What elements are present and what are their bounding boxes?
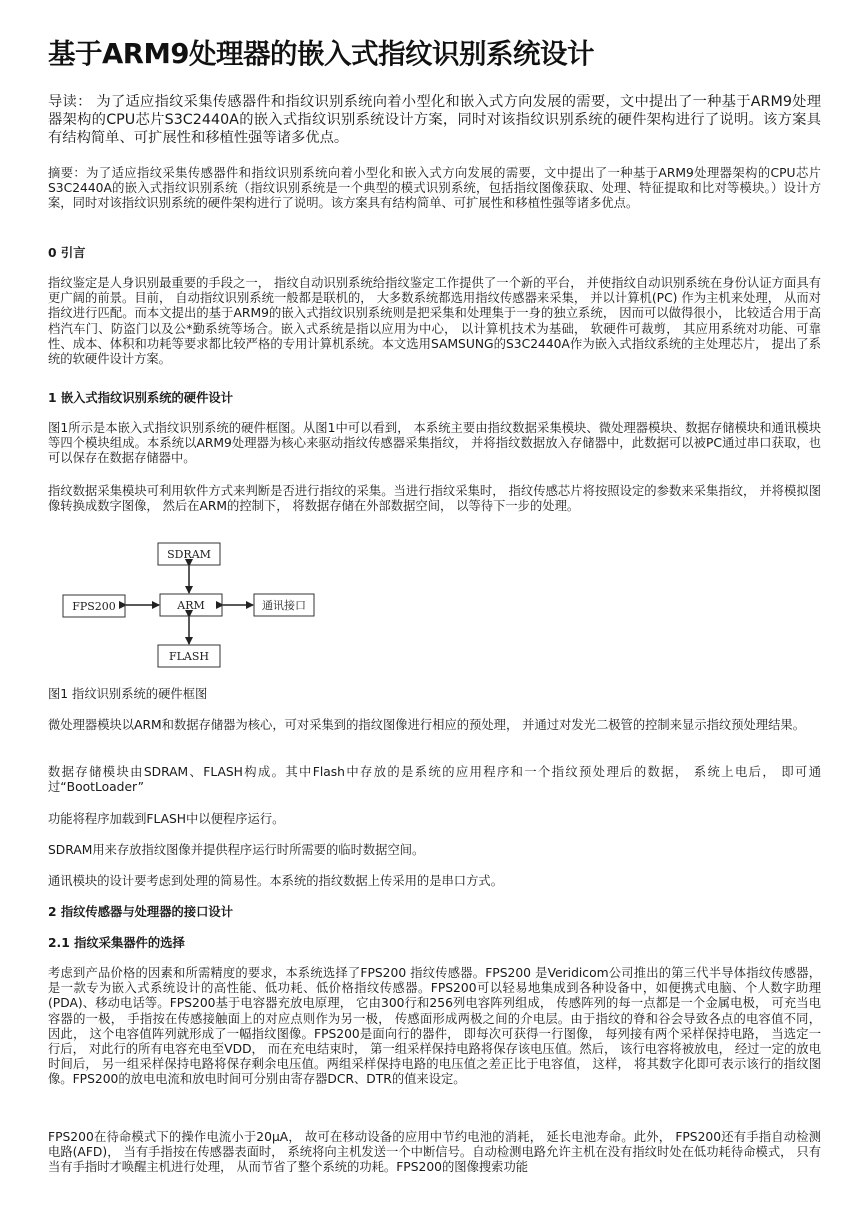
sdram-label: SDRAM	[167, 548, 211, 561]
article-title: 基于ARM9处理器的嵌入式指纹识别系统设计	[48, 38, 594, 70]
flash-label: FLASH	[168, 650, 210, 663]
sdram-paragraph: SDRAM用来存放指纹图像并提供程序运行时所需要的临时数据空间。	[48, 843, 425, 857]
mcu-paragraph: 微处理器模块以ARM和数据存储器为核心，可对采集到的指纹图像进行相应的预处理， 并通过对发光二极管的控制来显示指纹预处理结果。	[48, 718, 805, 732]
flash-paragraph: 功能将程序加载到FLASH中以便程序运行。	[48, 812, 285, 826]
hardware-block-diagram	[58, 536, 318, 672]
fps200-label: FPS200	[72, 600, 116, 613]
article-lead: 导读： 为了适应指纹采集传感器件和指纹识别系统向着小型化和嵌入式方向发展的需要，文中提出了一种基于ARM9处理器架构的CPU芯片S3C2440A的嵌入式指纹识别系统设计方案，同时对该指纹识别系统的硬件架构进行了说明。该方案具有结构简单、可扩展性和移植性强等诸多优点。	[48, 94, 821, 146]
section-heading-intro: 0 引言	[48, 246, 86, 260]
figure-caption: 图1 指纹识别系统的硬件框图	[48, 687, 208, 701]
abstract-paragraph: 摘要：为了适应指纹采集传感器件和指纹识别系统向着小型化和嵌入式方向发展的需要，文中提出了一种基于ARM9处理器架构的CPU芯片S3C2440A的嵌入式指纹识别系统（指纹识别系统是一个典型的模式识别系统，包括指纹图像获取、处理、特征提取和比对等模块。）设计方案，同时对该指纹识别系统的硬件架构进行了说明。该方案具有结构简单、可扩展性和移植性强等诸多优点。	[48, 166, 821, 211]
sensor-paragraph-1: 考虑到产品价格的因素和所需精度的要求，本系统选择了FPS200 指纹传感器。FPS200 是Veridicom公司推出的第三代半导体指纹传感器，是一款专为嵌入式系统设计的高性能、低功耗、低价格指纹传感器。FPS200可以轻易地集成到各种设备中，如便携式电脑、个人数字助理(PDA)、移动电话等。FPS200基于电容器充放电原理， 它由300行和256列电容阵列组成， 传感阵列的每一点都是一个金属电极， 可充当电容器的一极， 手指按在传感接触面上的对应点则作为另一极， 传感面形成两极之间的介电层。由于指纹的脊和谷会导致各点的电容值不同， 因此， 这个电容值阵列就形成了一幅指纹图像。FPS200是面向行的器件， 即每次可获得一行图像， 每列接有两个采样保持电路， 当选定一行后， 对此行的所有电容充电至VDD， 而在充电结束时， 第一组采样保持电路将保存该电压值。然后， 该行电容将被放电， 经过一定的放电时间后， 另一组采样保持电路将保存剩余电压值。两组采样保持电路的电压值之差正比于电容值， 这样， 将其数字化即可表示该行的指纹图像。FPS200的放电电流和放电时间可分别由寄存器DCR、DTR的值来设定。	[48, 966, 821, 1087]
hardware-paragraph-1: 图1所示是本嵌入式指纹识别系统的硬件框图。从图1中可以看到， 本系统主要由指纹数据采集模块、微处理器模块、数据存储模块和通讯模块等四个模块组成。本系统以ARM9处理器为核心来驱动指纹传感器采集指纹， 并将指纹数据放入存储器中，此数据可以被PC通过串口获取，也可以保存在数据存储器中。	[48, 421, 821, 466]
comm-paragraph: 通讯模块的设计要考虑到处理的简易性。本系统的指纹数据上传采用的是串口方式。	[48, 874, 503, 888]
hardware-paragraph-2: 指纹数据采集模块可利用软件方式来判断是否进行指纹的采集。当进行指纹采集时， 指纹传感芯片将按照设定的参数来采集指纹， 并将模拟图像转换成数字图像， 然后在ARM的控制下， 将数据存储在外部数据空间， 以等待下一步的处理。	[48, 484, 821, 514]
intro-paragraph: 指纹鉴定是人身识别最重要的手段之一， 指纹自动识别系统给指纹鉴定工作提供了一个新的平台， 并使指纹自动识别系统在身份认证方面具有更广阔的前景。目前， 自动指纹识别系统一般都是联机的， 大多数系统都选用指纹传感器来采集， 并以计算机(PC) 作为主机来处理， 从而对指纹进行匹配。而本文提出的基于ARM9的嵌入式指纹识别系统则是把采集和处理集于一身的独立系统， 因而可以做得很小， 比较适合用于高档汽车门、防盗门以及公*勤系统等场合。嵌入式系统是指以应用为中心， 以计算机技术为基础， 软硬件可裁剪， 其应用系统对功能、可靠性、成本、体积和功耗等要求都比较严格的专用计算机系统。本文选用SAMSUNG的S3C2440A作为嵌入式指纹系统的主处理芯片， 提出了系统的软硬件设计方案。	[48, 276, 821, 367]
storage-paragraph: 数据存储模块由SDRAM、FLASH构成。其中Flash中存放的是系统的应用程序和一个指纹预处理后的数据， 系统上电后， 即可通过“BootLoader”	[48, 765, 821, 795]
section-heading-interface: 2 指纹传感器与处理器的接口设计	[48, 905, 233, 919]
section-heading-sensor-selection: 2.1 指纹采集器件的选择	[48, 936, 185, 950]
section-heading-hardware: 1 嵌入式指纹识别系统的硬件设计	[48, 391, 233, 405]
sensor-paragraph-2: FPS200在待命模式下的操作电流小于20μA， 故可在移动设备的应用中节约电池的消耗， 延长电池寿命。此外， FPS200还有手指自动检测电路(AFD)， 当有手指按在传感器表面时， 系统将向主机发送一个中断信号。自动检测电路允许主机在没有指纹时处在低功耗待命模式， 只有当有手指时才唤醒主机进行处理， 从而节省了整个系统的功耗。FPS200的图像搜索功能	[48, 1130, 821, 1175]
comm-interface-label: 通讯接口	[262, 599, 306, 612]
arm-label: ARM	[177, 599, 205, 612]
